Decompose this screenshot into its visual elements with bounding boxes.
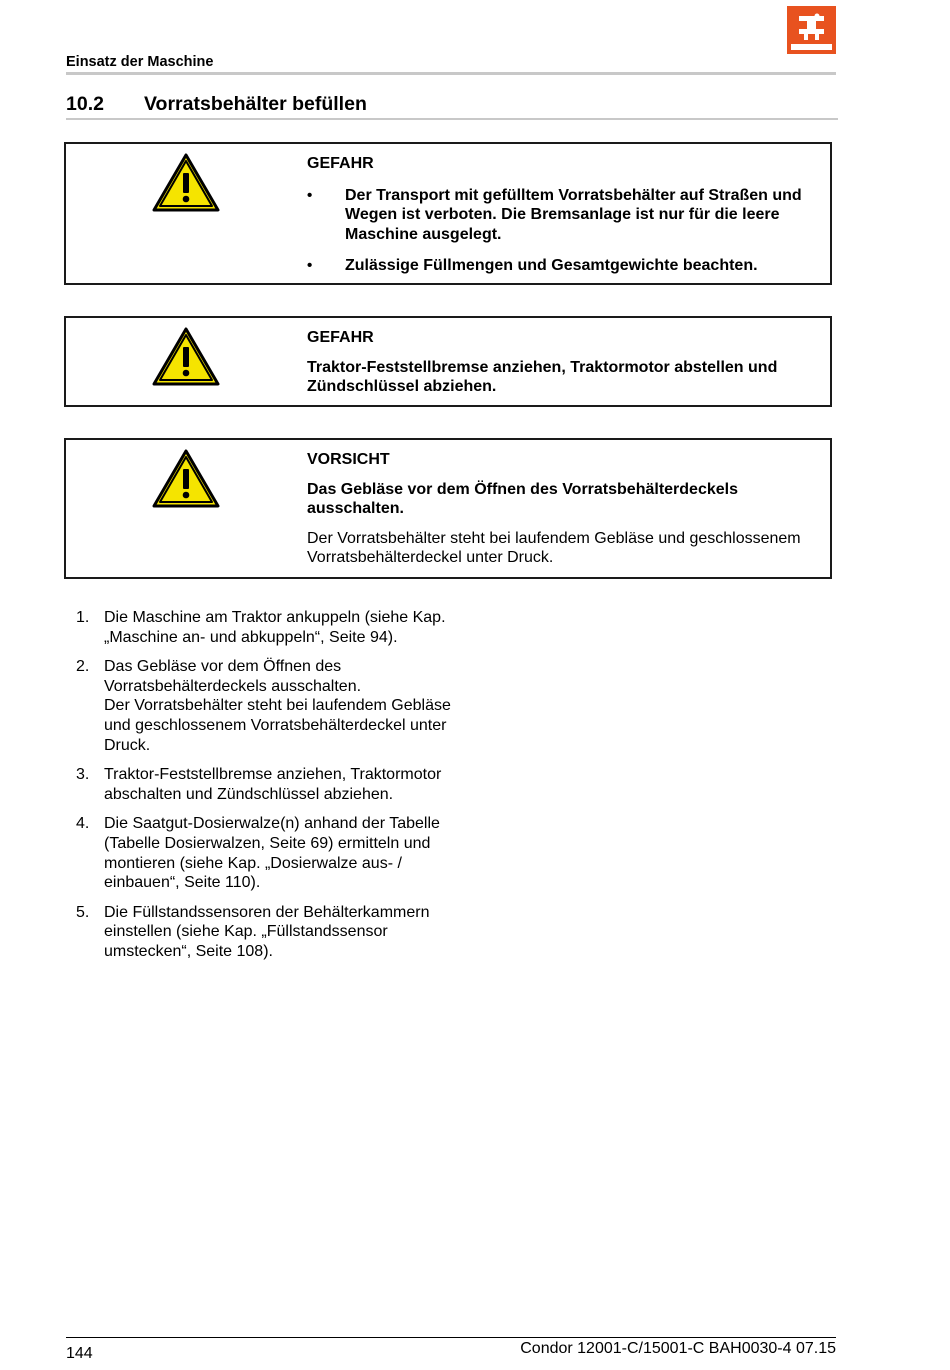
list-item xyxy=(66,608,456,647)
header-divider xyxy=(66,72,836,75)
warning-box-danger-transport xyxy=(64,142,832,285)
warning-triangle-icon xyxy=(152,449,220,509)
warning-content xyxy=(307,450,830,568)
step-text: Die Saatgut-Dosierwalze(n) anhand der Tabelle (Tabelle Dosierwalzen, Seite 69) ermitteln und montieren (siehe Kap. „Dosierwalze aus- / einbauen“, Seite 110). xyxy=(104,815,440,892)
section-number: 10.2 xyxy=(66,93,104,115)
footer-document-id: Condor 12001-C/15001-C BAH0030-4 07.15 xyxy=(520,1340,836,1357)
step-number: 4. xyxy=(76,815,90,833)
bullet-dot-icon: • xyxy=(307,186,313,204)
step-number: 1. xyxy=(76,609,90,626)
section-heading xyxy=(66,93,367,116)
warning-bold-text: Das Gebläse vor dem Öffnen des Vorratsbehälterdeckels ausschalten. xyxy=(307,480,738,517)
warning-triangle-icon xyxy=(152,327,220,387)
warning-text: Traktor-Feststellbremse anziehen, Traktormotor abstellen und Zündschlüssel abziehen. xyxy=(307,358,778,395)
section-title: Vorratsbehälter befüllen xyxy=(144,93,367,115)
step-list xyxy=(66,608,456,972)
step-text: Das Gebläse vor dem Öffnen des Vorratsbehälterdeckels ausschalten. xyxy=(104,658,362,695)
warning-content xyxy=(307,154,830,288)
warning-content xyxy=(307,328,830,397)
warning-text: Der Vorratsbehälter steht bei laufendem Gebläse und geschlossenem Vorratsbehälterdeckel unter Druck. xyxy=(307,529,801,566)
warning-bullet: • Zulässige Füllmengen und Gesamtgewichte beachten. xyxy=(307,257,758,274)
step-note: Der Vorratsbehälter steht bei laufendem Gebläse und geschlossenem Vorratsbehälterdeckel unter Druck. xyxy=(104,697,451,754)
page-number: 144 xyxy=(66,1345,93,1362)
step-number: 3. xyxy=(76,766,90,784)
list-item xyxy=(66,903,456,962)
warning-triangle-icon xyxy=(152,153,220,213)
step-number: 2. xyxy=(76,658,90,676)
warning-box-caution-blower xyxy=(64,438,832,579)
step-number: 5. xyxy=(76,903,90,921)
section-divider xyxy=(66,118,838,120)
step-text: Die Füllstandssensoren der Behälterkammern einstellen (siehe Kap. „Füllstandssensor umstecken“, Seite 108). xyxy=(104,903,430,960)
step-text: Die Maschine am Traktor ankuppeln (siehe Kap. „Maschine an- und abkuppeln“, Seite 94). xyxy=(104,609,446,646)
warning-level: VORSICHT xyxy=(307,451,390,468)
warning-bullet: • Der Transport mit gefülltem Vorratsbehälter auf Straßen und Wegen ist verboten. Die Bremsanlage ist nur für die leere Maschine ausgelegt. xyxy=(307,186,802,243)
step-text: Traktor-Feststellbremse anziehen, Traktormotor abschalten und Zündschlüssel abziehen. xyxy=(104,766,442,803)
list-item xyxy=(66,657,456,755)
header-title: Einsatz der Maschine xyxy=(66,54,214,70)
list-item xyxy=(66,814,456,892)
amazone-logo xyxy=(787,6,836,54)
list-item xyxy=(66,765,456,804)
warning-box-danger-brake xyxy=(64,316,832,407)
warning-bullets xyxy=(307,186,830,276)
footer-divider xyxy=(66,1337,836,1338)
amazone-logo-icon xyxy=(787,6,836,54)
warning-level: GEFAHR xyxy=(307,155,374,172)
warning-level: GEFAHR xyxy=(307,329,374,346)
bullet-dot-icon: • xyxy=(307,257,313,274)
